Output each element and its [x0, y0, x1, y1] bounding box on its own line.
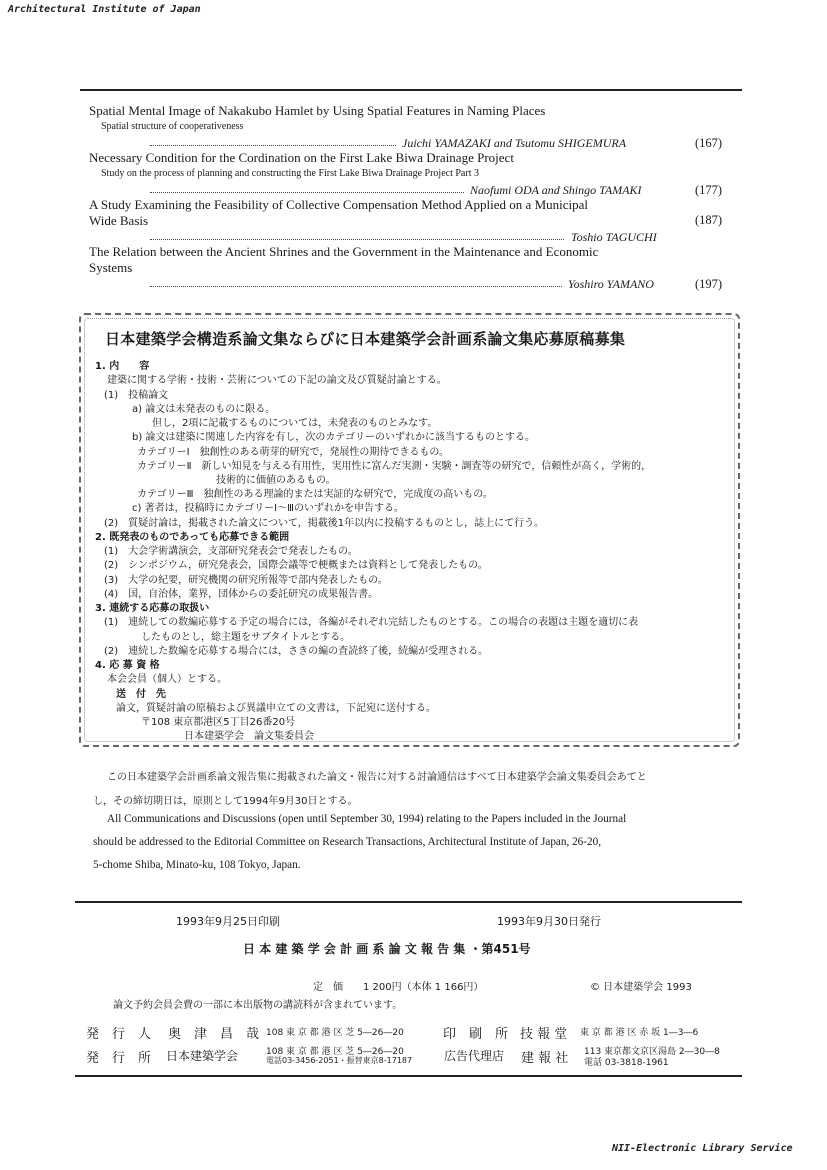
print-date: 1993年9月25日印刷	[176, 915, 280, 928]
notice-line: b) 論文は建築に関連した内容を有し，次のカテゴリーのいずれかに該当するものとする。	[132, 432, 536, 443]
paper-authors: Juichi YAMAZAKI and Tsutomu SHIGEMURA	[402, 136, 627, 150]
printer-label: 印 刷 所	[443, 1027, 509, 1042]
notice-line: したものとし，総主題をサブタイトルとする。	[141, 632, 351, 643]
publisher-address: 108 東 京 都 港 区 芝 5―26―20	[266, 1028, 404, 1038]
notice-line: (2) 連続した数編を応募する場合には，さきの編の査読終了後，続編が受理される。	[104, 646, 489, 657]
paper-subtitle: Study on the process of planning and constructing the First Lake Biwa Drainage Project Part 3	[101, 168, 479, 179]
office-label: 発 行 所	[86, 1051, 152, 1066]
page-number: (177)	[695, 183, 723, 197]
office-address: 108 東 京 都 港 区 芝 5―26―20	[266, 1047, 404, 1057]
paper-authors: Naofumi ODA and Shingo TAMAKI	[470, 183, 642, 197]
printer-address: 東 京 都 港 区 赤 坂 1―3―6	[580, 1028, 699, 1038]
leader-dots	[150, 239, 564, 240]
colophon-rule	[75, 901, 742, 903]
copyright: © 日本建築学会 1993	[590, 982, 692, 993]
section-heading: 送 付 先	[116, 689, 166, 700]
office-name: 日本建築学会	[166, 1049, 239, 1063]
notice-line: 本会会員（個人）とする。	[107, 674, 227, 685]
header-label: Architectural Institute of Japan	[8, 4, 201, 15]
notice-line: (1) 大会学術講演会，支部研究発表会で発表したもの。	[104, 546, 358, 557]
notice-line: 建築に関する学術・技術・芸術についての下記の論文及び質疑討論とする。	[107, 375, 447, 386]
paper-authors: Yoshiro YAMANO	[568, 277, 654, 291]
notice-line: カテゴリーⅢ 独創性のある理論的または実証的な研究で，完成度の高いもの。	[137, 489, 493, 500]
discussion-en: All Communications and Discussions (open until September 30, 1994) relating to the Papers included in the Journal	[107, 813, 627, 825]
section-heading: 3. 連続する応募の取扱い	[95, 603, 210, 614]
paper-title-cont: Systems	[89, 260, 133, 275]
publisher-name: 奥 津 昌 哉	[168, 1027, 260, 1042]
notice-title: 日本建築学会構造系論文集ならびに日本建築学会計画系論文集応募原稿募集	[105, 330, 626, 348]
paper-title: Necessary Condition for the Cordination on the First Lake Biwa Drainage Project	[89, 150, 514, 165]
paper-title: A Study Examining the Feasibility of Collective Compensation Method Applied on a Municipal	[89, 197, 589, 212]
price: 定 価 1 200円（本体 1 166円）	[313, 982, 484, 993]
notice-line: (2) 質疑討論は，掲載された論文について，掲載後1年以内に投稿するものとし，誌上にて行う。	[104, 518, 545, 529]
page-number: (187)	[695, 213, 723, 227]
office-phone: 電話03-3456-2051・振替東京8-17187	[266, 1056, 413, 1065]
top-rule	[80, 89, 742, 91]
notice-line: a) 論文は未発表のものに限る。	[132, 404, 276, 415]
discussion-jp: し，その締切期日は，原則として1994年9月30日とする。	[93, 796, 358, 807]
publisher-label: 発 行 人	[86, 1027, 152, 1042]
discussion-en: should be addressed to the Editorial Committee on Research Transactions, Architectural Institute of Japan, 26-20,	[93, 836, 601, 848]
notice-line: カテゴリーⅠ 独創性のある萌芽的研究で，発展性の期待できるもの。	[137, 447, 449, 458]
notice-line: (4) 国，自治体，業界，団体からの委託研究の成果報告書。	[104, 589, 379, 600]
section-heading: 4. 応 募 資 格	[95, 660, 160, 671]
issue-date: 1993年9月30日発行	[497, 915, 601, 928]
notice-line: (3) 大学の紀要，研究機関の研究所報等で部内発表したもの。	[104, 575, 388, 586]
notice-line: 但し，2項に記載するものについては，未発表のものとみなす。	[152, 418, 438, 429]
paper-subtitle: Spatial structure of cooperativeness	[101, 121, 244, 132]
notice-line: c) 著者は，投稿時にカテゴリーⅠ～Ⅲのいずれかを申告する。	[132, 503, 405, 514]
notice-line: 日本建築学会 論文集委員会	[184, 731, 314, 742]
paper-title: Spatial Mental Image of Nakakubo Hamlet by Using Spatial Features in Naming Places	[89, 103, 546, 118]
page-number: (197)	[695, 277, 723, 291]
notice-line: 〒108 東京都港区5丁目26番20号	[141, 717, 296, 728]
agency-phone: 電話 03-3818-1961	[584, 1058, 669, 1068]
agency-address: 113 東京都文京区湯島 2―30―8	[584, 1047, 720, 1057]
leader-dots	[150, 145, 396, 146]
bottom-rule	[75, 1075, 742, 1077]
section-heading: 2. 既発表のものであっても応募できる範囲	[95, 532, 290, 543]
notice-line: (2) シンポジウム，研究発表会，国際会議等で梗概または資料として発表したもの。	[104, 560, 488, 571]
agency-name: 建 報 社	[521, 1051, 569, 1066]
leader-dots	[150, 192, 464, 193]
subscription-note: 論文予約会員会費の一部に本出版物の講読料が含まれています。	[113, 1000, 403, 1011]
notice-line: 技術的に価値のあるもの。	[216, 475, 336, 486]
journal-title: 日 本 建 築 学 会 計 画 系 論 文 報 告 集 ・第451号	[243, 942, 531, 956]
paper-title-cont: Wide Basis	[89, 213, 149, 228]
leader-dots	[150, 286, 562, 287]
footer-label: NII-Electronic Library Service	[612, 1143, 793, 1154]
agency-label: 広告代理店	[444, 1049, 505, 1063]
notice-line: 論文，質疑討論の原稿および異議申立ての文書は，下記宛に送付する。	[116, 703, 436, 714]
discussion-en: 5-chome Shiba, Minato-ku, 108 Tokyo, Japan.	[93, 859, 301, 871]
notice-line: カテゴリーⅡ 新しい知見を与える有用性，実用性に富んだ実測・実験・調査等の研究で，信頼性が高く，学術的，	[137, 461, 652, 472]
printer-name: 技 報 堂	[520, 1027, 568, 1042]
paper-title: The Relation between the Ancient Shrines and the Government in the Maintenance and Economic	[89, 244, 599, 259]
section-heading: 1. 内 容	[95, 361, 150, 372]
notice-line: (1) 連続しての数編応募する予定の場合には，各編がそれぞれ完結したものとする。この場合の表題は主題を適切に表	[104, 617, 639, 628]
discussion-jp: この日本建築学会計画系論文報告集に掲載された論文・報告に対する討論通信はすべて日本建築学会論文集委員会あてと	[107, 772, 647, 783]
page-number: (167)	[695, 136, 723, 150]
paper-authors: Toshio TAGUCHI	[571, 230, 657, 244]
notice-line: (1) 投稿論文	[104, 390, 169, 401]
